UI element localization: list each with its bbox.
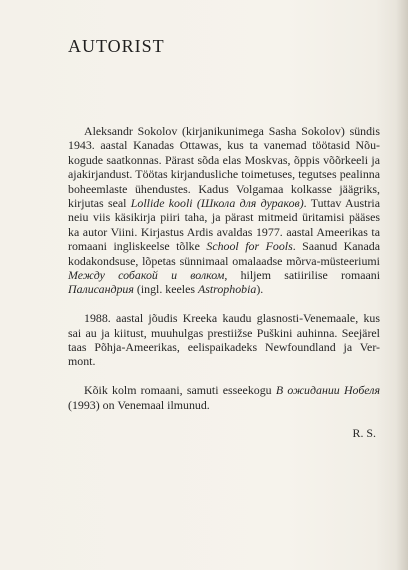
book-title-v-ozhidanii-nobelya: В ожидании Нобеля	[275, 383, 381, 398]
text-run: Aleksandr Sokolov (kirjanikunimega Sasha Sokolov) sündis 1943. aastal Kanadas Ottawas, kus ta vanemad töötasid Nõu-kogude saatkonnas. Pärast sõda elas Moskvas, õppis võõrkeeli ja ajakirjandust. Töötas kirjandusliche toimetuses, tegutses pealinna boheemlaste ühendustes. Kadus Volgamaa kolkasse jäägriks, kirjutas seal	[68, 124, 380, 211]
paragraph-return: 1988. aastal jõudis Kreeka kaudu glasnosti-Venemaale, kus sai au ja kiitust, muuhulgas prestiižse Puškini auhinna. Seejärel taas Põhja-Ameerikas, eelispaikadeks Newfoundland ja Ver-mont.	[68, 311, 380, 369]
author-bio	[68, 124, 380, 441]
book-title-lollide-kooli: Lollide kooli (Школа для дураков)	[130, 196, 304, 211]
paragraph-biography	[68, 124, 380, 297]
text-run: Kõik kolm romaani, samuti esseekogu	[84, 383, 276, 398]
page-title: AUTORIST	[68, 36, 165, 56]
paragraph-publications	[68, 383, 380, 412]
book-title-mezhdu-sobakoi: Между собакой и волком	[68, 268, 225, 283]
book-title-astrophobia: Astrophobia	[197, 282, 257, 297]
text-run: (ingl. keeles	[133, 282, 198, 297]
book-title-palisandriya: Палисандрия	[68, 282, 134, 297]
author-signature: R. S.	[352, 426, 376, 441]
text-run: . Saanud Kanada kodakondsuse, lõpetas sünnimaal omalaadse mõrva-müsteeriumi	[68, 239, 380, 268]
text-run: ).	[256, 282, 264, 297]
text-run: , hiljem satiirilise romaani	[224, 268, 381, 283]
text-run: . Tuttav Austria neiu viis käsikirja piiri taha, ja pärast mitmeid üritamisi pääses ka autor Viini. Kirjastus Ardis avaldas 1977. aastal Ameerikas ta romaani ingliskeelse tõlke	[68, 196, 380, 254]
book-title-school-for-fools: School for Fools	[206, 239, 293, 254]
page-edge-shadow	[396, 0, 408, 570]
text-run: (1993) on Venemaal ilmunud.	[68, 397, 210, 412]
